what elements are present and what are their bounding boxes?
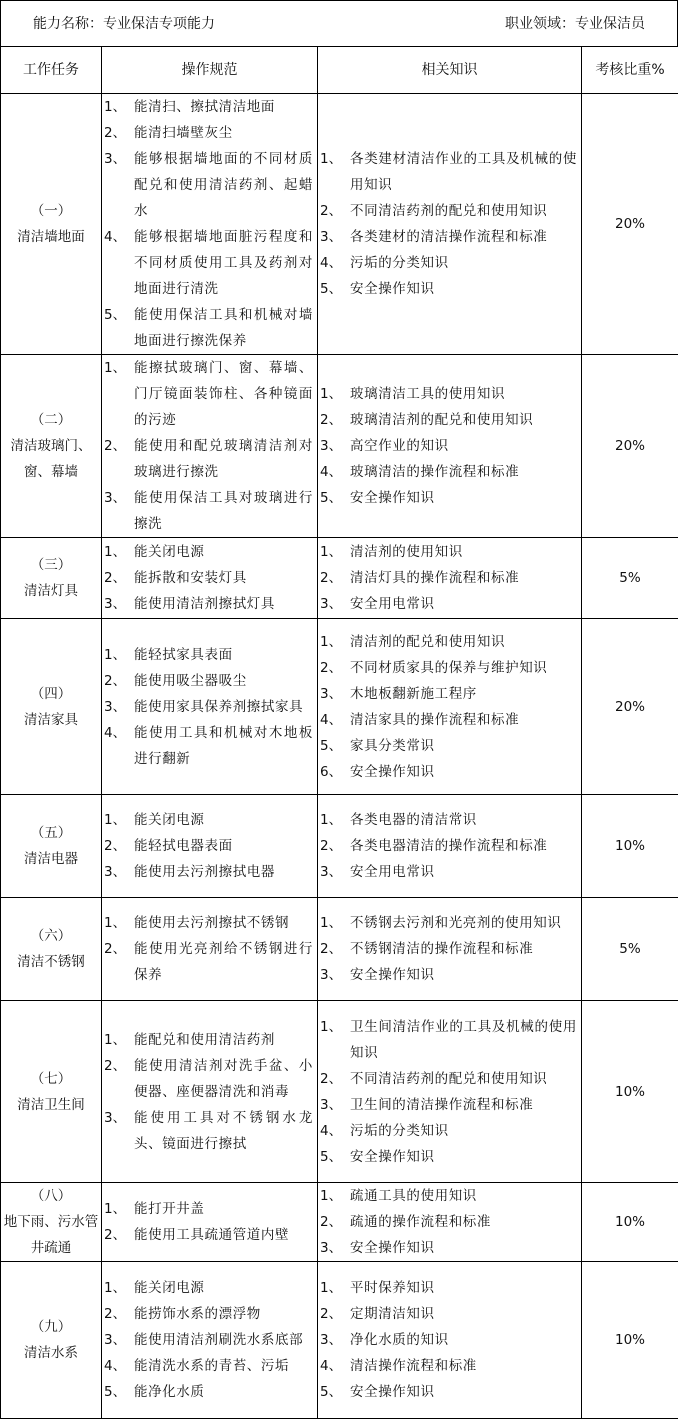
knowledge-item-text: 不锈钢清洁的操作流程和标准 <box>350 936 577 962</box>
knowledge-item <box>320 833 577 859</box>
knowledge-item-text: 定期清洁知识 <box>350 1301 577 1327</box>
knowledge-item-number: 4、 <box>320 459 350 485</box>
spec-item-text: 能打开井盖 <box>134 1196 313 1222</box>
knowledge-item-number: 3、 <box>320 1092 350 1118</box>
knowledge-item <box>320 1144 577 1170</box>
knowledge-item-number: 3、 <box>320 224 350 250</box>
spec-item-text: 能够根据墙地面脏污程度和不同材质使用工具及药剂对地面进行清洗 <box>134 224 313 302</box>
spec-item-number: 4、 <box>104 1353 134 1379</box>
spec-item <box>104 591 313 617</box>
table-row <box>1 538 678 619</box>
weight-cell: 20% <box>582 619 678 795</box>
knowledge-item-text: 安全用电常识 <box>350 591 577 617</box>
spec-item <box>104 146 313 224</box>
knowledge-item-text: 清洁操作流程和标准 <box>350 1353 577 1379</box>
spec-item <box>104 1327 313 1353</box>
knowledge-item-text: 污垢的分类知识 <box>350 1118 577 1144</box>
spec-item <box>104 1379 313 1405</box>
spec-item <box>104 859 313 885</box>
spec-item <box>104 1275 313 1301</box>
spec-item-number: 2、 <box>104 936 134 988</box>
knowledge-cell <box>318 538 582 619</box>
task-number: （三） <box>3 552 99 578</box>
spec-item-number: 3、 <box>104 485 134 537</box>
knowledge-item-text: 安全操作知识 <box>350 962 577 988</box>
spec-item-number: 2、 <box>104 1053 134 1105</box>
spec-item-number: 5、 <box>104 302 134 354</box>
knowledge-item <box>320 759 577 785</box>
task-cell <box>1 898 102 1001</box>
knowledge-item-number: 2、 <box>320 1066 350 1092</box>
task-number: （八） <box>3 1183 99 1209</box>
spec-item-text: 能清洗水系的青苔、污垢 <box>134 1353 313 1379</box>
spec-item-number: 2、 <box>104 120 134 146</box>
table-row <box>1 795 678 898</box>
spec-item-number: 1、 <box>104 1027 134 1053</box>
spec-item-number: 1、 <box>104 539 134 565</box>
spec-item <box>104 565 313 591</box>
task-name: 清洁电器 <box>3 846 99 872</box>
spec-item <box>104 1105 313 1157</box>
task-number: （一） <box>3 198 99 224</box>
spec-cell <box>102 355 318 538</box>
table-body <box>1 94 678 1419</box>
knowledge-item <box>320 407 577 433</box>
task-name: 清洁墙地面 <box>3 224 99 250</box>
spec-item-text: 能擦拭玻璃门、窗、幕墙、门厅镜面装饰柱、各种镜面的污迹 <box>134 355 313 433</box>
weight-cell: 5% <box>582 898 678 1001</box>
knowledge-item-number: 1、 <box>320 1275 350 1301</box>
task-cell <box>1 355 102 538</box>
knowledge-item <box>320 1353 577 1379</box>
knowledge-item <box>320 962 577 988</box>
spec-item-text: 能使用清洁剂对洗手盆、小便器、座便器清洗和消毒 <box>134 1053 313 1105</box>
knowledge-item <box>320 655 577 681</box>
spec-item-text: 能使用光亮剂给不锈钢进行保养 <box>134 936 313 988</box>
knowledge-item <box>320 381 577 407</box>
spec-item-text: 能关闭电源 <box>134 1275 313 1301</box>
spec-item-text: 能轻拭家具表面 <box>134 642 313 668</box>
task-cell <box>1 1183 102 1262</box>
spec-item <box>104 224 313 302</box>
knowledge-item-number: 5、 <box>320 276 350 302</box>
spec-item-text: 能关闭电源 <box>134 539 313 565</box>
task-cell <box>1 94 102 355</box>
spec-item-text: 能使用保洁工具对玻璃进行擦洗 <box>134 485 313 537</box>
column-header-task: 工作任务 <box>1 47 102 94</box>
knowledge-item-number: 2、 <box>320 655 350 681</box>
weight-cell: 10% <box>582 1262 678 1419</box>
spec-item-text: 能使用去污剂擦拭电器 <box>134 859 313 885</box>
knowledge-item-text: 清洁剂的使用知识 <box>350 539 577 565</box>
task-name: 清洁家具 <box>3 707 99 733</box>
spec-item-number: 2、 <box>104 433 134 485</box>
spec-item <box>104 1301 313 1327</box>
spec-item <box>104 668 313 694</box>
spec-item-number: 3、 <box>104 591 134 617</box>
spec-item <box>104 807 313 833</box>
spec-item-text: 能清扫墙壁灰尘 <box>134 120 313 146</box>
knowledge-item <box>320 433 577 459</box>
spec-cell <box>102 619 318 795</box>
spec-item <box>104 694 313 720</box>
knowledge-item <box>320 1014 577 1066</box>
task-number: （九） <box>3 1314 99 1340</box>
task-name: 清洁卫生间 <box>3 1092 99 1118</box>
knowledge-item-text: 玻璃清洁工具的使用知识 <box>350 381 577 407</box>
knowledge-item-number: 5、 <box>320 1144 350 1170</box>
knowledge-item <box>320 1235 577 1261</box>
knowledge-item-number: 3、 <box>320 1235 350 1261</box>
spec-item-text: 能配兑和使用清洁药剂 <box>134 1027 313 1053</box>
spec-item <box>104 94 313 120</box>
knowledge-item-text: 卫生间的清洁操作流程和标准 <box>350 1092 577 1118</box>
spec-item-text: 能关闭电源 <box>134 807 313 833</box>
knowledge-item-number: 3、 <box>320 591 350 617</box>
table-row <box>1 1262 678 1419</box>
knowledge-cell <box>318 1001 582 1183</box>
knowledge-item-number: 2、 <box>320 565 350 591</box>
knowledge-cell <box>318 898 582 1001</box>
knowledge-item-text: 清洁家具的操作流程和标准 <box>350 707 577 733</box>
spec-item-number: 1、 <box>104 94 134 120</box>
spec-item-number: 1、 <box>104 642 134 668</box>
spec-item-text: 能使用清洁剂刷洗水系底部 <box>134 1327 313 1353</box>
spec-item-text: 能使用清洁剂擦拭灯具 <box>134 591 313 617</box>
knowledge-item <box>320 146 577 198</box>
knowledge-item <box>320 1379 577 1405</box>
task-name: 清洁水系 <box>3 1340 99 1366</box>
spec-item-number: 1、 <box>104 1196 134 1222</box>
knowledge-item-number: 2、 <box>320 407 350 433</box>
spec-item-number: 2、 <box>104 668 134 694</box>
knowledge-item-number: 1、 <box>320 539 350 565</box>
spec-item-text: 能清扫、擦拭清洁地面 <box>134 94 313 120</box>
knowledge-item-text: 玻璃清洁的操作流程和标准 <box>350 459 577 485</box>
knowledge-item-number: 1、 <box>320 910 350 936</box>
knowledge-item <box>320 1301 577 1327</box>
table-row <box>1 355 678 538</box>
task-cell <box>1 538 102 619</box>
spec-item-number: 1、 <box>104 910 134 936</box>
knowledge-item-text: 玻璃清洁剂的配兑和使用知识 <box>350 407 577 433</box>
column-header-knowledge: 相关知识 <box>318 47 582 94</box>
weight-cell: 20% <box>582 94 678 355</box>
knowledge-item-text: 不同清洁药剂的配兑和使用知识 <box>350 198 577 224</box>
spec-item-number: 4、 <box>104 224 134 302</box>
spec-item <box>104 539 313 565</box>
knowledge-item-number: 4、 <box>320 250 350 276</box>
spec-cell <box>102 898 318 1001</box>
knowledge-item-number: 2、 <box>320 936 350 962</box>
knowledge-item <box>320 1066 577 1092</box>
spec-item-text: 能使用保洁工具和机械对墙地面进行擦洗保养 <box>134 302 313 354</box>
weight-cell: 10% <box>582 1001 678 1183</box>
knowledge-item-number: 5、 <box>320 733 350 759</box>
knowledge-cell <box>318 355 582 538</box>
knowledge-item-number: 1、 <box>320 1183 350 1209</box>
spec-item <box>104 1222 313 1248</box>
spec-item <box>104 936 313 988</box>
spec-item-text: 能拆散和安装灯具 <box>134 565 313 591</box>
knowledge-item-text: 不同材质家具的保养与维护知识 <box>350 655 577 681</box>
knowledge-item-number: 1、 <box>320 807 350 833</box>
spec-item-number: 5、 <box>104 1379 134 1405</box>
spec-item <box>104 355 313 433</box>
spec-item-text: 能使用工具和机械对木地板进行翻新 <box>134 720 313 772</box>
spec-item <box>104 910 313 936</box>
knowledge-item-text: 不锈钢去污剂和光亮剂的使用知识 <box>350 910 577 936</box>
knowledge-cell <box>318 94 582 355</box>
knowledge-item-text: 清洁灯具的操作流程和标准 <box>350 565 577 591</box>
knowledge-item-number: 1、 <box>320 629 350 655</box>
knowledge-item-text: 不同清洁药剂的配兑和使用知识 <box>350 1066 577 1092</box>
knowledge-item-text: 污垢的分类知识 <box>350 250 577 276</box>
document-header <box>0 0 678 46</box>
knowledge-item <box>320 910 577 936</box>
knowledge-item-number: 1、 <box>320 381 350 407</box>
spec-item <box>104 833 313 859</box>
task-number: （二） <box>3 407 99 433</box>
knowledge-item-number: 6、 <box>320 759 350 785</box>
spec-cell <box>102 94 318 355</box>
knowledge-item-text: 各类电器的清洁常识 <box>350 807 577 833</box>
knowledge-item-number: 4、 <box>320 1353 350 1379</box>
table-row <box>1 619 678 795</box>
spec-item-number: 2、 <box>104 565 134 591</box>
knowledge-item-number: 3、 <box>320 962 350 988</box>
spec-item-text: 能使用去污剂擦拭不锈钢 <box>134 910 313 936</box>
spec-item-number: 3、 <box>104 1105 134 1157</box>
knowledge-item <box>320 1275 577 1301</box>
spec-item-number: 3、 <box>104 146 134 224</box>
table-row <box>1 94 678 355</box>
spec-item-text: 能够根据墙地面的不同材质配兑和使用清洁药剂、起蜡水 <box>134 146 313 224</box>
knowledge-item <box>320 591 577 617</box>
spec-item-number: 1、 <box>104 1275 134 1301</box>
knowledge-cell <box>318 619 582 795</box>
spec-item <box>104 485 313 537</box>
spec-item-number: 2、 <box>104 1301 134 1327</box>
spec-cell <box>102 795 318 898</box>
knowledge-item-text: 安全操作知识 <box>350 276 577 302</box>
knowledge-item <box>320 936 577 962</box>
spec-item <box>104 1027 313 1053</box>
knowledge-item <box>320 276 577 302</box>
spec-item <box>104 120 313 146</box>
spec-item-number: 3、 <box>104 694 134 720</box>
spec-cell <box>102 538 318 619</box>
spec-item-text: 能净化水质 <box>134 1379 313 1405</box>
spec-cell <box>102 1262 318 1419</box>
knowledge-item-text: 高空作业的知识 <box>350 433 577 459</box>
knowledge-item-number: 2、 <box>320 1209 350 1235</box>
knowledge-item-text: 安全操作知识 <box>350 1235 577 1261</box>
knowledge-item-text: 安全操作知识 <box>350 1144 577 1170</box>
knowledge-item-number: 5、 <box>320 485 350 511</box>
spec-item-number: 2、 <box>104 1222 134 1248</box>
task-number: （五） <box>3 820 99 846</box>
task-cell <box>1 795 102 898</box>
knowledge-item <box>320 681 577 707</box>
knowledge-item-text: 安全用电常识 <box>350 859 577 885</box>
knowledge-item-number: 2、 <box>320 1301 350 1327</box>
task-cell <box>1 1262 102 1419</box>
knowledge-item-number: 5、 <box>320 1379 350 1405</box>
spec-item <box>104 302 313 354</box>
task-number: （四） <box>3 681 99 707</box>
knowledge-item <box>320 629 577 655</box>
spec-item-number: 4、 <box>104 720 134 772</box>
table-row <box>1 1183 678 1262</box>
spec-item-number: 3、 <box>104 1327 134 1353</box>
knowledge-item-number: 3、 <box>320 1327 350 1353</box>
column-header-weight: 考核比重% <box>582 47 678 94</box>
spec-item-text: 能使用工具疏通管道内壁 <box>134 1222 313 1248</box>
knowledge-item <box>320 707 577 733</box>
occupation-field: 职业领域：专业保洁员 <box>505 11 645 37</box>
spec-item-number: 2、 <box>104 833 134 859</box>
knowledge-item-number: 4、 <box>320 707 350 733</box>
spec-item <box>104 1353 313 1379</box>
knowledge-item <box>320 859 577 885</box>
table-header-row <box>1 47 678 94</box>
spec-item <box>104 1196 313 1222</box>
spec-item <box>104 433 313 485</box>
ability-table <box>0 46 678 1419</box>
task-name: 地下雨、污水管井疏通 <box>3 1209 99 1261</box>
spec-item-text: 能轻拭电器表面 <box>134 833 313 859</box>
knowledge-item <box>320 1092 577 1118</box>
task-number: （七） <box>3 1066 99 1092</box>
weight-cell: 20% <box>582 355 678 538</box>
spec-item-text: 能捞饰水系的漂浮物 <box>134 1301 313 1327</box>
spec-item <box>104 642 313 668</box>
knowledge-item <box>320 565 577 591</box>
task-name: 清洁不锈钢 <box>3 949 99 975</box>
knowledge-item-text: 家具分类常识 <box>350 733 577 759</box>
knowledge-item <box>320 807 577 833</box>
knowledge-item <box>320 198 577 224</box>
knowledge-cell <box>318 1183 582 1262</box>
knowledge-item-text: 卫生间清洁作业的工具及机械的使用知识 <box>350 1014 577 1066</box>
knowledge-item <box>320 539 577 565</box>
knowledge-item-number: 4、 <box>320 1118 350 1144</box>
knowledge-item-text: 木地板翻新施工程序 <box>350 681 577 707</box>
knowledge-item-text: 清洁剂的配兑和使用知识 <box>350 629 577 655</box>
knowledge-item-text: 各类建材的清洁操作流程和标准 <box>350 224 577 250</box>
knowledge-item-text: 净化水质的知识 <box>350 1327 577 1353</box>
weight-cell: 10% <box>582 1183 678 1262</box>
spec-item-text: 能使用工具对不锈钢水龙头、镜面进行擦拭 <box>134 1105 313 1157</box>
spec-item <box>104 720 313 772</box>
task-cell <box>1 1001 102 1183</box>
knowledge-item-text: 各类建材清洁作业的工具及机械的使用知识 <box>350 146 577 198</box>
knowledge-item <box>320 250 577 276</box>
task-number: （六） <box>3 923 99 949</box>
knowledge-item <box>320 1183 577 1209</box>
task-name: 清洁灯具 <box>3 578 99 604</box>
spec-item <box>104 1053 313 1105</box>
knowledge-item-text: 安全操作知识 <box>350 485 577 511</box>
knowledge-item-number: 1、 <box>320 1014 350 1066</box>
table-row <box>1 1001 678 1183</box>
knowledge-item <box>320 1118 577 1144</box>
knowledge-item-number: 3、 <box>320 681 350 707</box>
knowledge-item <box>320 459 577 485</box>
knowledge-item-number: 2、 <box>320 833 350 859</box>
knowledge-item-text: 平时保养知识 <box>350 1275 577 1301</box>
task-cell <box>1 619 102 795</box>
task-name: 清洁玻璃门、窗、幕墙 <box>3 433 99 485</box>
spec-item-text: 能使用家具保养剂擦拭家具 <box>134 694 313 720</box>
knowledge-item-number: 2、 <box>320 198 350 224</box>
spec-item-number: 1、 <box>104 355 134 433</box>
knowledge-item <box>320 224 577 250</box>
spec-cell <box>102 1001 318 1183</box>
knowledge-item-text: 疏通工具的使用知识 <box>350 1183 577 1209</box>
spec-item-number: 3、 <box>104 859 134 885</box>
knowledge-item-text: 安全操作知识 <box>350 759 577 785</box>
spec-cell <box>102 1183 318 1262</box>
spec-item-text: 能使用和配兑玻璃清洁剂对玻璃进行擦洗 <box>134 433 313 485</box>
knowledge-item <box>320 1327 577 1353</box>
knowledge-cell <box>318 1262 582 1419</box>
knowledge-item-text: 各类电器清洁的操作流程和标准 <box>350 833 577 859</box>
column-header-spec: 操作规范 <box>102 47 318 94</box>
knowledge-item-number: 3、 <box>320 859 350 885</box>
knowledge-cell <box>318 795 582 898</box>
ability-name: 能力名称：专业保洁专项能力 <box>33 11 215 37</box>
knowledge-item <box>320 733 577 759</box>
knowledge-item-number: 3、 <box>320 433 350 459</box>
spec-item-number: 1、 <box>104 807 134 833</box>
knowledge-item-text: 疏通的操作流程和标准 <box>350 1209 577 1235</box>
knowledge-item-text: 安全操作知识 <box>350 1379 577 1405</box>
knowledge-item-number: 1、 <box>320 146 350 198</box>
weight-cell: 10% <box>582 795 678 898</box>
table-row <box>1 898 678 1001</box>
knowledge-item <box>320 1209 577 1235</box>
knowledge-item <box>320 485 577 511</box>
weight-cell: 5% <box>582 538 678 619</box>
spec-item-text: 能使用吸尘器吸尘 <box>134 668 313 694</box>
